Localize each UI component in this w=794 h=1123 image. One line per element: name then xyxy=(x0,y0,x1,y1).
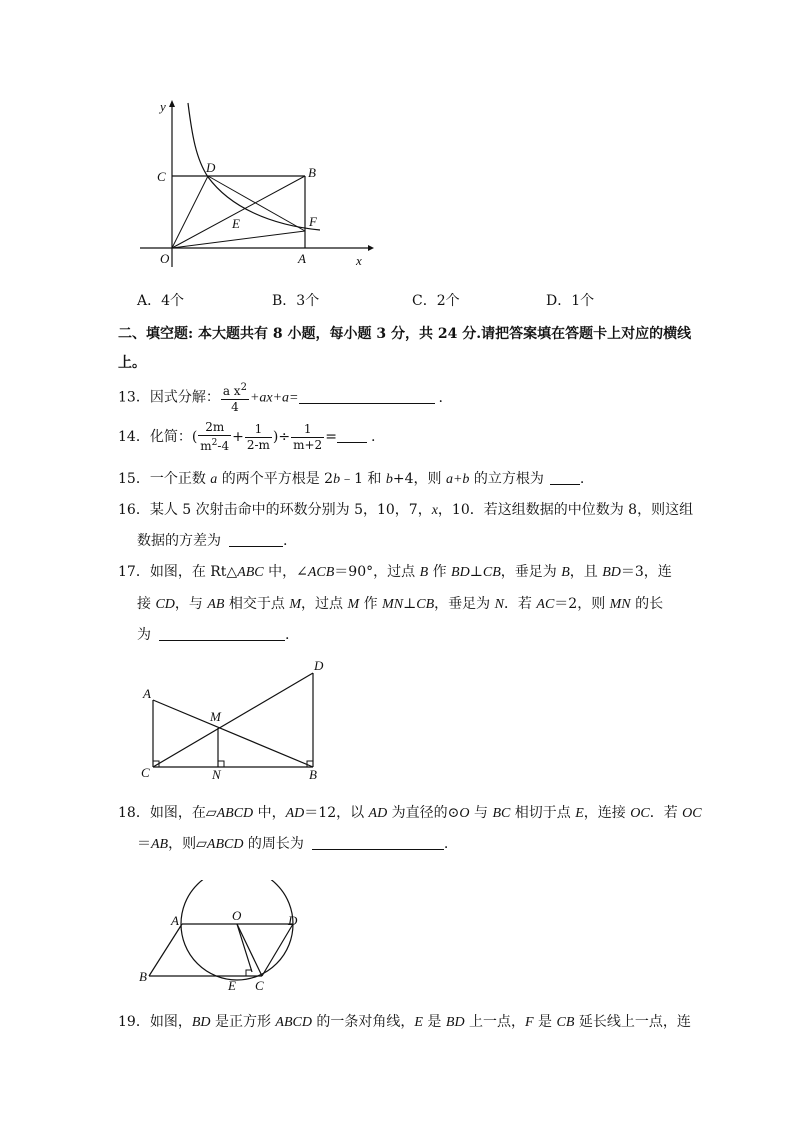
section-2-heading-line1: 二、填空题: 本大题共有 8 小题，每小题 3 分，共 24 分.请把答案填在答题卡上对应的横线 xyxy=(118,326,692,342)
text-q19-F: F xyxy=(525,1015,534,1030)
text-q19-d: 是 xyxy=(422,1014,446,1030)
figure-right-triangle xyxy=(135,655,335,785)
label-x: x xyxy=(356,253,362,268)
text-q17-l2-m2: M xyxy=(347,597,360,612)
text-q18-l1-bc: BC xyxy=(492,806,511,821)
question-16-line1 xyxy=(118,499,693,519)
q15-text-d: +4，则 xyxy=(392,471,446,487)
label-y: y xyxy=(160,99,166,114)
text-q18-l1-e: 与 xyxy=(469,805,493,821)
text-q17-l2-n: N xyxy=(494,597,504,612)
text-q18-l1-g: ，连接 xyxy=(583,805,631,821)
segment-dc xyxy=(262,924,293,976)
q14-answer-blank[interactable] xyxy=(337,428,367,443)
label-E: E xyxy=(232,216,240,231)
q16-line2: 数据的方差为 xyxy=(137,533,221,549)
q13-answer-blank[interactable] xyxy=(299,389,435,404)
label-O: O xyxy=(160,251,170,266)
q14-f1-den-sup: 2 xyxy=(211,438,218,448)
text-q17-l2-d: ，过点 xyxy=(301,596,348,612)
q16-line1b: ，10．若这组数据的中位数为 8，则这组 xyxy=(437,502,694,518)
text-q18-l2-abcd: ABCD xyxy=(206,837,244,852)
label-B: B xyxy=(308,165,316,180)
text-q17-l2-ab: AB xyxy=(207,597,225,612)
question-17-line1 xyxy=(118,561,672,581)
q18-end: . xyxy=(443,836,449,852)
figure-hyperbola-rectangle xyxy=(130,95,380,270)
label-C: C xyxy=(157,169,166,184)
segment-oc xyxy=(237,924,262,976)
label-D: D xyxy=(314,658,324,673)
question-17-line2 xyxy=(137,593,663,613)
text-q17-l2-a: 接 xyxy=(137,596,156,612)
q13-end: . xyxy=(438,389,443,406)
choice-b: B．3个 xyxy=(272,293,320,309)
text-q18-l2-ab: AB xyxy=(151,837,169,852)
q14-f1-den xyxy=(198,436,231,454)
text-q18-l1-h: ．若 xyxy=(649,805,683,821)
text-q19-c: 的一条对角线， xyxy=(311,1014,415,1030)
text-q18-l1-d: 为直径的⊙ xyxy=(387,805,460,821)
text-q17-l2-i: 的长 xyxy=(630,596,664,612)
q15-text-a: 15．一个正数 xyxy=(118,471,211,487)
text-q19-b: 是正方形 xyxy=(210,1014,276,1030)
label-D: D xyxy=(206,160,216,175)
text-q17-l2-b: ，与 xyxy=(174,596,208,612)
text-q17-l2-m: M xyxy=(289,597,302,612)
q14-f2-num: 1 xyxy=(245,422,272,438)
label-E: E xyxy=(228,978,236,993)
q14-fraction-3 xyxy=(291,422,324,453)
segment-of xyxy=(172,231,305,248)
text-q18-l1-E: E xyxy=(575,806,584,821)
question-16-line2 xyxy=(137,530,287,550)
text-q18-l1-f: 相切于点 xyxy=(510,805,576,821)
text-q19-bd2: BD xyxy=(445,1015,465,1030)
choice-d: D．1个 xyxy=(546,293,595,309)
q15-text-c: ﹣1 和 xyxy=(340,471,386,487)
text-q18-l1-o: O xyxy=(459,806,470,821)
question-18-line2 xyxy=(137,833,448,853)
q16-line1a: 16．某人 5 次射击命中的环数分别为 5，10，7， xyxy=(118,502,432,518)
text-q17-l2-e: 作 xyxy=(359,596,383,612)
text-q18-l1-c: ＝12，以 xyxy=(304,805,369,821)
q15-var-ab: a+b xyxy=(445,472,470,487)
text-q17-l1-bd: BD xyxy=(602,565,621,580)
question-17-line3 xyxy=(137,624,289,644)
q14-plus: + xyxy=(232,429,244,445)
text-q19-bd: BD xyxy=(191,1015,211,1030)
q13-rest: +ax+a= xyxy=(249,390,299,406)
q13-fraction xyxy=(221,380,249,415)
text-q19-h: 延长线上一点，连 xyxy=(574,1014,691,1030)
q13-prefix: 13．因式分解： xyxy=(118,389,220,406)
q16-answer-blank[interactable] xyxy=(229,532,283,547)
label-B: B xyxy=(139,969,147,984)
text-q17-l1-d: 作 xyxy=(428,564,452,580)
q17-end: . xyxy=(285,627,290,643)
question-18-line1 xyxy=(118,802,702,822)
q16-var-x: x xyxy=(431,503,438,518)
text-q18-l1-oc: OC xyxy=(630,806,650,821)
q17-line3: 为 xyxy=(137,627,151,643)
text-q17-l2-g: ．若 xyxy=(503,596,537,612)
q15-text-b: 的两个平方根是 2 xyxy=(217,471,334,487)
q14-f1-den-b: -4 xyxy=(217,439,230,453)
text-q17-l1-b: 中，∠ xyxy=(263,564,308,580)
text-q19-abcd: ABCD xyxy=(275,1015,312,1030)
text-q17-l1-c: ＝90°，过点 xyxy=(334,564,420,580)
segment-oe xyxy=(237,924,252,972)
text-q18-l2-c: 的周长为 xyxy=(243,836,304,852)
text-q17-l2-mn: MN xyxy=(609,597,631,612)
text-q19-cb: CB xyxy=(556,1015,575,1030)
label-A: A xyxy=(298,251,306,266)
text-q18-l2-b: ，则▱ xyxy=(168,836,207,852)
question-13 xyxy=(118,380,443,416)
q16-end: . xyxy=(283,533,288,549)
choice-a: A．4个 xyxy=(137,293,185,309)
text-q18-l2-a: ＝ xyxy=(137,836,151,852)
figure-circle-parallelogram xyxy=(135,880,315,995)
q14-end: . xyxy=(370,429,376,445)
text-q17-l1-e: ，垂足为 xyxy=(500,564,562,580)
text-q18-l1-ad: AD xyxy=(285,806,305,821)
label-F: F xyxy=(309,214,317,229)
q15-var-a: a xyxy=(210,472,218,487)
label-N: N xyxy=(212,767,221,782)
text-q17-l2-ac: AC xyxy=(536,597,555,612)
text-q18-l1-a: 18．如图，在▱ xyxy=(118,805,217,821)
q14-prefix: 14．化简：( xyxy=(118,429,198,445)
text-q17-l1-a: 17．如图，在 Rt△ xyxy=(118,564,238,580)
question-15 xyxy=(118,468,584,488)
section-2-heading-line2: 上。 xyxy=(118,355,146,371)
segment-ab xyxy=(149,924,182,976)
text-q17-l2-h: ＝2，则 xyxy=(554,596,610,612)
label-A: A xyxy=(171,913,179,928)
text-q17-l2-mncb: MN⊥CB xyxy=(382,597,435,612)
label-O: O xyxy=(232,908,242,923)
text-q17-l2-f: ，垂足为 xyxy=(434,596,495,612)
q14-mid: )÷ xyxy=(272,429,291,445)
y-axis-arrow xyxy=(169,100,175,107)
text-q17-l1-B2: B xyxy=(561,565,570,580)
text-q17-l2-c: 相交于点 xyxy=(224,596,290,612)
q18-answer-blank[interactable] xyxy=(312,835,444,850)
segment-cd xyxy=(153,673,313,767)
q15-text-e: 的立方根为 xyxy=(469,471,544,487)
q14-eq: = xyxy=(325,429,337,445)
q14-f1-num: 2m xyxy=(198,420,231,436)
q15-var-b1: b xyxy=(333,472,341,487)
label-C: C xyxy=(255,978,264,993)
q13-frac-den: 4 xyxy=(231,400,239,414)
question-19-line1 xyxy=(118,1011,691,1031)
text-q18-l1-ad2: AD xyxy=(368,806,388,821)
text-q17-l1-acb: ACB xyxy=(307,565,335,580)
label-M: M xyxy=(210,709,221,724)
label-B: B xyxy=(309,767,317,782)
segment-ab xyxy=(153,700,313,767)
q14-f3-num: 1 xyxy=(291,422,324,438)
text-q18-l1-oc2: OC xyxy=(682,806,702,821)
segment-od xyxy=(172,176,208,248)
text-q17-l1-bdcb: BD⊥CB xyxy=(451,565,501,580)
question-14 xyxy=(118,417,375,457)
choice-c: C．2个 xyxy=(412,293,460,309)
label-C: C xyxy=(141,765,150,780)
text-q17-l1-B: B xyxy=(419,565,429,580)
circle-o xyxy=(181,880,293,980)
q14-fraction-1 xyxy=(198,420,231,454)
label-D: D xyxy=(288,913,298,928)
text-q17-l1-abc: ABC xyxy=(237,565,264,580)
q14-f3-den: m+2 xyxy=(293,437,323,452)
text-q17-l1-g: ＝3，连 xyxy=(620,564,672,580)
x-axis-arrow xyxy=(368,245,374,251)
text-q19-f: 上一点， xyxy=(464,1014,526,1030)
text-q19-e: E xyxy=(414,1015,423,1030)
q14-f2-den: 2-m xyxy=(246,437,270,452)
q15-answer-blank[interactable] xyxy=(550,470,580,485)
q13-frac-num: a x xyxy=(222,384,241,398)
label-A: A xyxy=(143,686,151,701)
segment-ob xyxy=(172,176,305,248)
text-q18-l1-b: 中， xyxy=(253,805,286,821)
text-q19-a: 19．如图， xyxy=(118,1014,192,1030)
q15-end: . xyxy=(579,471,585,487)
q15-var-b2: b xyxy=(385,472,393,487)
text-q19-g: 是 xyxy=(533,1014,557,1030)
text-q17-l1-f: ，且 xyxy=(569,564,603,580)
q13-frac-sup: 2 xyxy=(240,382,247,393)
q14-fraction-2 xyxy=(245,422,272,453)
text-q17-l2-cd: CD xyxy=(155,597,175,612)
text-q18-l1-abcd: ABCD xyxy=(216,806,254,821)
q17-answer-blank[interactable] xyxy=(159,626,285,641)
q14-f1-den-a: m xyxy=(200,439,212,453)
